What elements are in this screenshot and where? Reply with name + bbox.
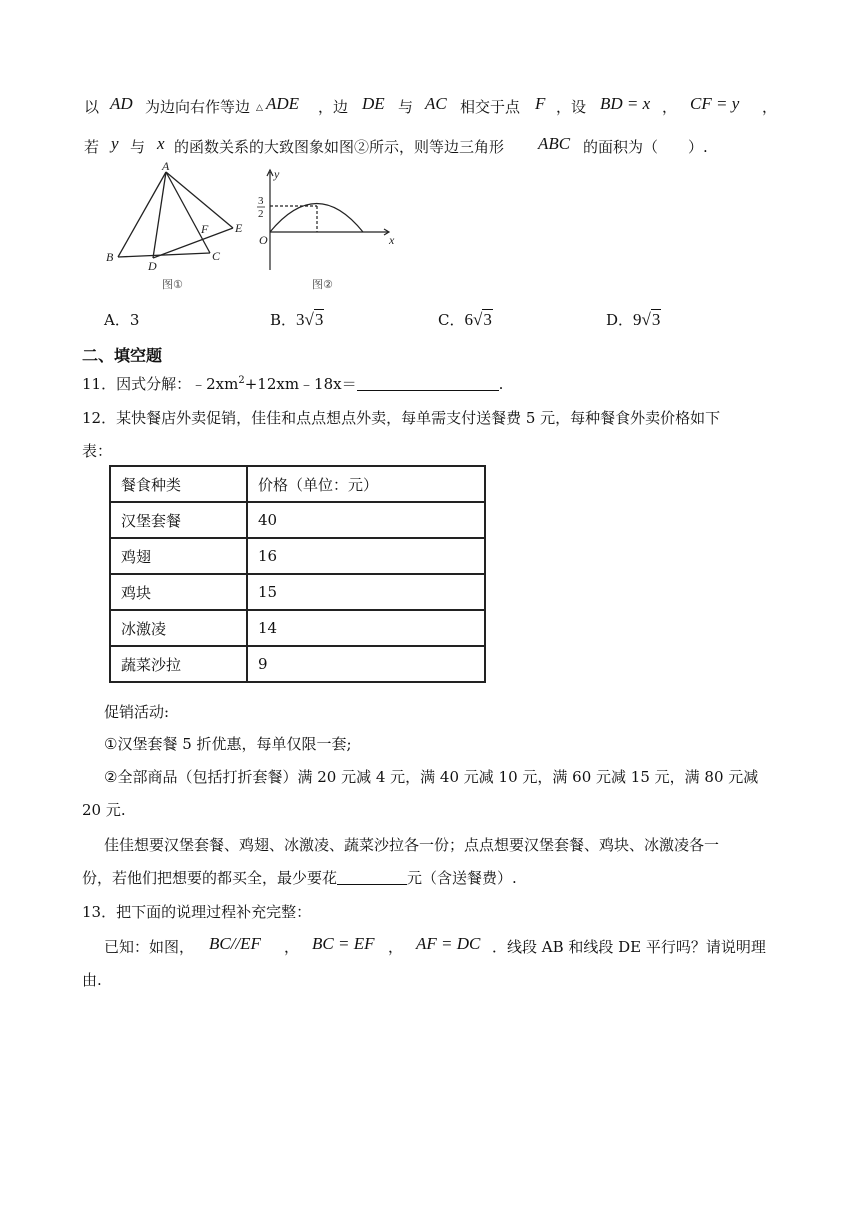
label-A: A	[162, 160, 170, 173]
q12-line2: 表：	[82, 442, 113, 460]
table-row	[110, 538, 485, 574]
q10-text: ，边	[318, 98, 349, 116]
triangle-symbol: △	[256, 103, 263, 113]
table-cell: 16	[247, 538, 485, 574]
figure-2-caption: 图②	[312, 278, 333, 291]
option-a[interactable]: A．3	[104, 311, 140, 329]
axis-x-label: x	[389, 233, 395, 247]
q13-text: ，	[388, 938, 404, 956]
figure-2	[250, 160, 405, 295]
q13-line1: 13．把下面的说理过程补充完整：	[82, 903, 312, 921]
table-row	[110, 610, 485, 646]
table-cell: 汉堡套餐	[110, 502, 247, 538]
promo-2: ②全部商品（包括打折套餐）满 20 元减 4 元，满 40 元减 10 元，满 60 元减 15 元，满 80 元减	[104, 768, 759, 786]
math-BD-eq-x: BD = x	[600, 94, 651, 113]
math-CF-eq-y: CF = y	[690, 94, 740, 113]
label-B: B	[106, 250, 114, 264]
table-cell: 15	[247, 574, 485, 610]
q12-line1: 12．某快餐店外卖促销，佳佳和点点想点外卖，每单需支付送餐费 5 元，每种餐食外卖价格如下	[82, 409, 721, 427]
math-BC-eq-EF: BC = EF	[312, 934, 375, 953]
table-row	[110, 502, 485, 538]
price-table	[109, 465, 486, 683]
frac-denominator: 2	[258, 208, 264, 220]
math-DE: DE	[362, 94, 385, 113]
table-cell: 40	[247, 502, 485, 538]
math-x: x	[157, 134, 165, 153]
q12-ask-2: 份，若他们把想要的都买全，最少要花 元（含送餐费）.	[82, 869, 517, 887]
answer-blank[interactable]	[357, 376, 499, 391]
q10-text: ，设	[556, 98, 587, 116]
q13-text: ．线段 AB 和线段 DE 平行吗？请说明理	[492, 938, 766, 956]
figure-1-caption: 图①	[162, 278, 183, 291]
q10-text: 与	[130, 138, 146, 156]
math-AC: AC	[425, 94, 447, 113]
promo-2-cont: 20 元.	[82, 801, 126, 819]
table-cell: 鸡块	[110, 574, 247, 610]
table-header-row	[110, 466, 485, 502]
label-C: C	[212, 249, 221, 263]
table-header: 价格（单位：元）	[247, 466, 485, 502]
q10-text: 的函数关系的大致图象如图②所示，则等边三角形	[174, 138, 505, 156]
q10-text: 若	[84, 138, 100, 156]
math-ADE: ADE	[266, 94, 300, 113]
math-F: F	[535, 94, 546, 113]
q13-text: 已知：如图，	[104, 938, 195, 956]
question-11: 11．因式分解：$﹣2xm^2+12xm﹣18x=$ .	[82, 375, 504, 393]
q10-text: 为边向右作等边	[145, 98, 251, 116]
label-F: F	[201, 222, 209, 236]
q10-text: ，	[762, 98, 778, 116]
math-AD: AD	[110, 94, 133, 113]
frac-numerator: 3	[258, 195, 264, 207]
q13-text: ，	[284, 938, 300, 956]
axis-y-label: y	[274, 167, 280, 181]
math-ABC: ABC	[538, 134, 571, 153]
label-E: E	[235, 221, 243, 235]
table-row	[110, 646, 485, 682]
q10-text: 的面积为（ ）.	[583, 138, 708, 156]
origin-label: O	[259, 233, 268, 247]
section-title: 二、填空题	[82, 346, 163, 365]
table-row	[110, 574, 485, 610]
math-BC-parallel-EF: BC//EF	[209, 934, 261, 953]
label-D: D	[148, 259, 157, 273]
q10-text: ，	[662, 98, 678, 116]
table-header: 餐食种类	[110, 466, 247, 502]
promo-1: ①汉堡套餐 5 折优惠，每单仅限一套;	[104, 735, 352, 753]
q13-line3: 由.	[82, 971, 102, 989]
q10-text: 相交于点	[460, 98, 521, 116]
option-c[interactable]: C．6√3	[438, 310, 492, 329]
q10-text: 与	[398, 98, 414, 116]
q12-ask-1: 佳佳想要汉堡套餐、鸡翅、冰激凌、蔬菜沙拉各一份；点点想要汉堡套餐、鸡块、冰激凌各一	[104, 836, 720, 854]
table-cell: 9	[247, 646, 485, 682]
math-AF-eq-DC: AF = DC	[416, 934, 481, 953]
table-cell: 14	[247, 610, 485, 646]
promo-title: 促销活动:	[104, 703, 170, 721]
q10-text: 以	[84, 98, 100, 116]
table-cell: 鸡翅	[110, 538, 247, 574]
figure-1	[100, 160, 250, 295]
table-cell: 冰激凌	[110, 610, 247, 646]
table-cell: 蔬菜沙拉	[110, 646, 247, 682]
option-b[interactable]: B．3√3	[270, 310, 324, 329]
option-d[interactable]: D．9√3	[606, 310, 661, 329]
math-y: y	[111, 134, 119, 153]
answer-blank[interactable]	[337, 870, 407, 885]
